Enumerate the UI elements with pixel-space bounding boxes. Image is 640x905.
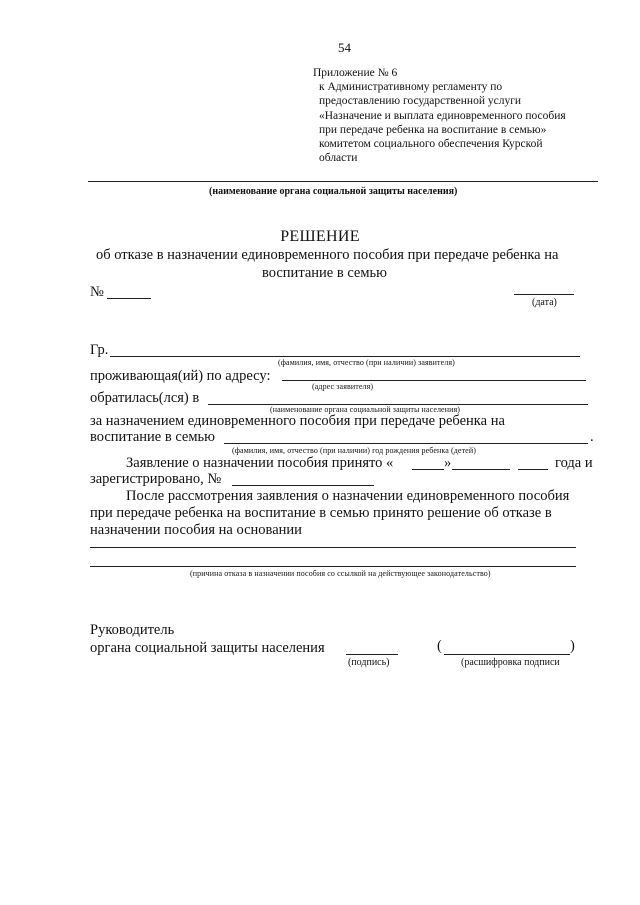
address-label: проживающая(ий) по адресу: (90, 368, 271, 384)
signature-caption: (подпись) (348, 657, 390, 668)
year-label: года и (555, 455, 593, 471)
decision-line2: при передаче ребенка на воспитание в семью принято решение об отказе в (90, 505, 552, 521)
purpose-line2-label: воспитание в семью (90, 429, 215, 445)
page-number: 54 (338, 40, 351, 55)
org-signature-label: органа социальной защиты населения (90, 640, 325, 656)
citizen-label: Гр. (90, 342, 109, 358)
registration-number-field[interactable] (232, 485, 374, 486)
address-field[interactable] (282, 380, 586, 381)
child-caption: (фамилия, имя, отчество (при наличии) год рождения ребенка (детей) (232, 446, 476, 455)
appendix-line: при передаче ребенка на воспитание в семью» (319, 123, 547, 136)
accepted-day-field[interactable] (412, 469, 444, 470)
purpose-line1: за назначением единовременного пособия при передаче ребенка на (90, 413, 505, 429)
appendix-line: комитетом социального обеспечения Курской (319, 138, 543, 151)
applied-caption: (наименование органа социальной защиты населения) (270, 405, 461, 414)
appendix-block (313, 66, 613, 165)
number-label: № (90, 284, 104, 300)
appendix-line: предоставлению государственной услуги (319, 95, 522, 108)
accepted-quote: » (444, 455, 452, 471)
date-field[interactable] (514, 294, 574, 295)
document-subtitle-line2: воспитание в семью (262, 265, 387, 281)
citizen-caption: (фамилия, имя, отчество (при наличии) заявителя) (278, 358, 455, 367)
accepted-label: Заявление о назначении пособия принято « (126, 455, 394, 471)
open-paren: ( (437, 638, 442, 654)
registered-label: зарегистрировано, № (90, 471, 222, 487)
citizen-name-field[interactable] (110, 356, 580, 357)
document-subtitle-line1: об отказе в назначении единовременного пособия при передаче ребенка на (96, 247, 559, 263)
org-name-line[interactable] (88, 181, 598, 182)
applied-label: обратилась(лся) в (90, 390, 200, 406)
address-caption: (адрес заявителя) (312, 382, 374, 391)
document-title: РЕШЕНИЕ (280, 228, 360, 245)
accepted-month-field[interactable] (452, 469, 510, 470)
appendix-line: Приложение № 6 (313, 67, 398, 79)
head-label: Руководитель (90, 622, 175, 638)
decision-line3: назначении пособия на основании (90, 522, 302, 538)
appendix-line: области (319, 152, 358, 165)
signature-field[interactable] (346, 654, 398, 655)
reason-caption: (причина отказа в назначении пособия со ссылкой на действующее законодательство) (190, 569, 491, 578)
appendix-line: «Назначение и выплата единовременного пособия (319, 109, 566, 122)
close-paren: ) (570, 638, 575, 654)
date-caption: (дата) (532, 297, 557, 308)
reason-field-line2[interactable] (90, 566, 576, 567)
appendix-line: к Административному регламенту по (319, 81, 503, 94)
signature-decode-field[interactable] (444, 654, 570, 655)
purpose-end: . (590, 429, 594, 445)
decision-line1: После рассмотрения заявления о назначении единовременного пособия (126, 488, 570, 504)
number-field[interactable] (107, 298, 151, 299)
reason-field-line1[interactable] (90, 547, 576, 548)
decode-caption: (расшифровка подписи (461, 657, 560, 668)
child-info-field[interactable] (224, 443, 588, 444)
accepted-year-field[interactable] (518, 469, 548, 470)
org-name-caption: (наименование органа социальной защиты населения) (209, 186, 458, 197)
